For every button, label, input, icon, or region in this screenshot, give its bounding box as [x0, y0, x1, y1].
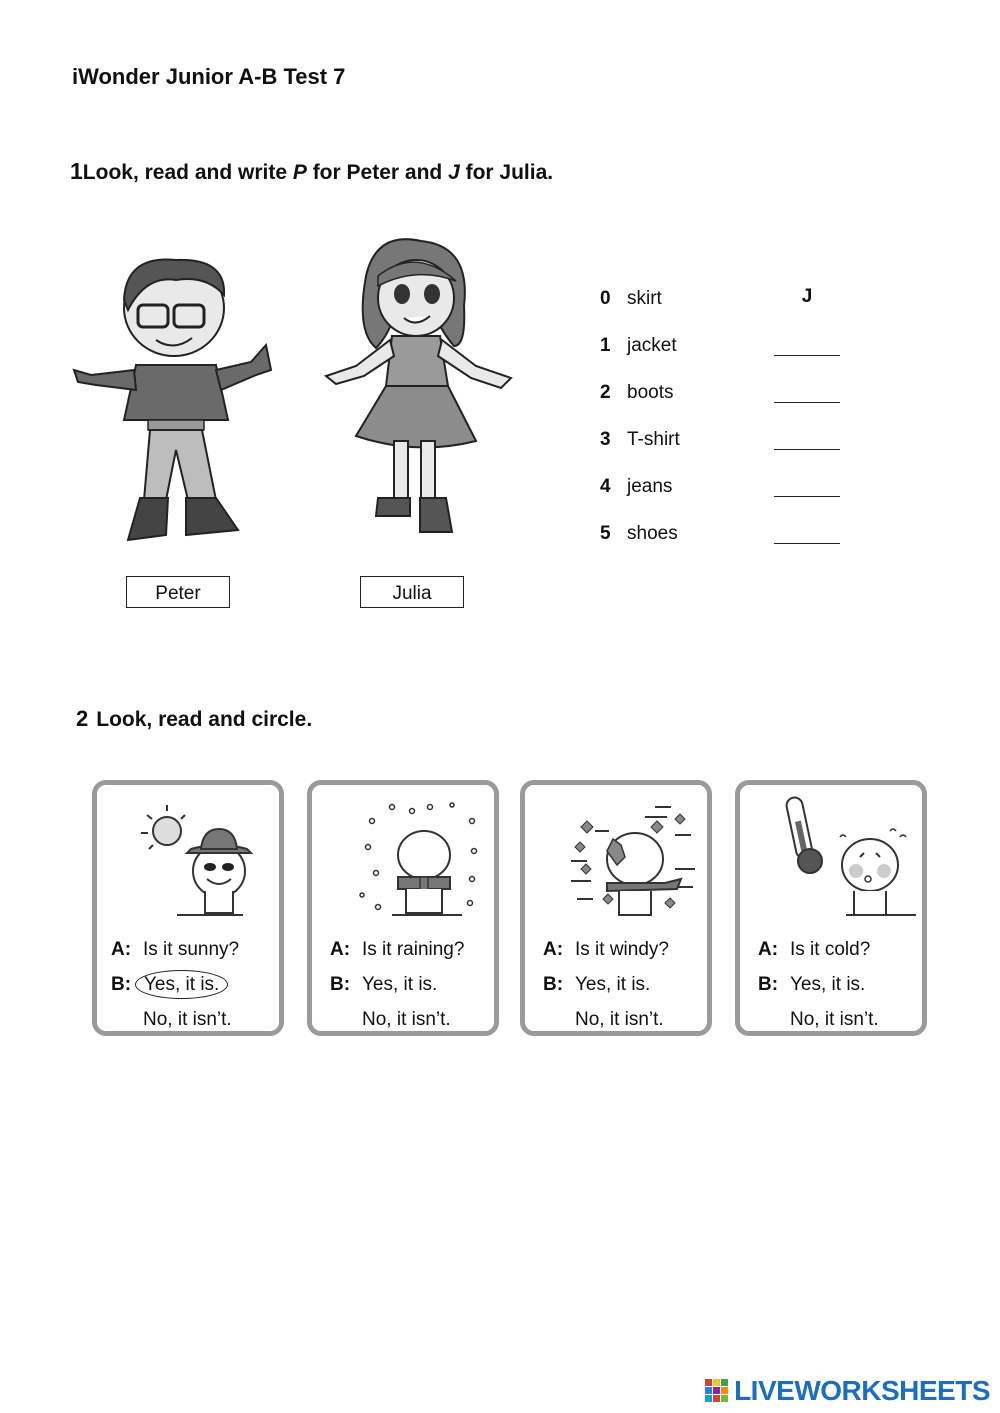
item-number: 3	[600, 429, 611, 450]
letter-j: J	[448, 161, 460, 184]
item-number: 2	[600, 382, 611, 403]
label-b: B:	[111, 974, 132, 995]
answer-option-no[interactable]: No, it isn’t.	[143, 1009, 232, 1030]
name-label-peter: Peter	[126, 576, 230, 608]
answer-row-no	[111, 1009, 281, 1035]
liveworksheets-grid-icon	[704, 1378, 730, 1404]
list-item	[600, 382, 860, 412]
weather-card-windy	[520, 780, 712, 1036]
question-row	[543, 939, 713, 965]
list-item	[600, 429, 860, 459]
answer-row-yes	[330, 974, 500, 1000]
list-item	[600, 335, 860, 365]
label-a: A:	[330, 939, 351, 960]
answer-field[interactable]	[774, 521, 840, 544]
answer-field[interactable]	[774, 333, 840, 356]
name-label-julia: Julia	[360, 576, 464, 608]
item-number: 4	[600, 476, 611, 497]
item-number: 0	[600, 288, 611, 309]
instruction-text: for Peter and	[306, 161, 449, 184]
answer-option-no[interactable]: No, it isn’t.	[362, 1009, 451, 1030]
exercise-1-heading	[70, 158, 553, 185]
weather-card-raining	[307, 780, 499, 1036]
item-word: jeans	[627, 476, 673, 497]
instruction-text: Look, read and write	[82, 161, 293, 184]
list-item	[600, 523, 860, 553]
item-number: 5	[600, 523, 611, 544]
wind-leaves-icon	[525, 791, 707, 921]
question-text: Is it raining?	[362, 939, 465, 960]
answer-example: J	[801, 286, 813, 307]
answer-option-yes[interactable]: Yes, it is.	[790, 974, 866, 995]
answer-row-yes	[111, 974, 281, 1000]
label-a: A:	[758, 939, 779, 960]
instruction-text: for Julia.	[459, 161, 554, 184]
page-title: iWonder Junior A-B Test 7	[72, 64, 346, 89]
answer-field[interactable]	[774, 474, 840, 497]
liveworksheets-logo	[704, 1375, 990, 1407]
item-word: shoes	[627, 523, 678, 544]
answer-row-no	[330, 1009, 500, 1035]
sun-hat-icon	[97, 791, 279, 921]
answer-row-no	[543, 1009, 713, 1035]
answer-option-no[interactable]: No, it isn’t.	[575, 1009, 664, 1030]
brand-name: LIVEWORKSHEETS	[734, 1375, 990, 1406]
exercise-number: 1	[70, 158, 83, 184]
list-item	[600, 288, 860, 318]
letter-p: P	[292, 161, 307, 184]
item-number: 1	[600, 335, 611, 356]
item-word: T-shirt	[627, 429, 680, 450]
label-a: A:	[543, 939, 564, 960]
answer-row-no	[758, 1009, 928, 1035]
question-row	[330, 939, 500, 965]
weather-card-cold	[735, 780, 927, 1036]
exercise-2-heading	[76, 706, 312, 732]
label-b: B:	[543, 974, 564, 995]
answer-field[interactable]	[774, 427, 840, 450]
julia-illustration	[316, 236, 526, 536]
question-row	[758, 939, 928, 965]
item-word: boots	[627, 382, 674, 403]
instruction-text: Look, read and circle.	[96, 708, 313, 731]
question-text: Is it windy?	[575, 939, 669, 960]
label-a: A:	[111, 939, 132, 960]
answer-field[interactable]	[774, 380, 840, 403]
list-item	[600, 476, 860, 506]
label-b: B:	[758, 974, 779, 995]
exercise-number: 2	[76, 706, 89, 731]
rain-drops-icon	[312, 791, 494, 921]
answer-row-yes	[758, 974, 928, 1000]
answer-option-yes-circled[interactable]: Yes, it is.	[135, 970, 228, 999]
label-b: B:	[330, 974, 351, 995]
answer-option-yes[interactable]: Yes, it is.	[362, 974, 438, 995]
question-text: Is it cold?	[790, 939, 871, 960]
question-row	[111, 939, 281, 965]
answer-option-yes[interactable]: Yes, it is.	[575, 974, 651, 995]
thermometer-icon	[740, 791, 922, 921]
item-word: jacket	[627, 335, 677, 356]
answer-row-yes	[543, 974, 713, 1000]
item-word: skirt	[627, 288, 662, 309]
weather-card-sunny	[92, 780, 284, 1036]
peter-illustration	[66, 250, 276, 550]
question-text: Is it sunny?	[143, 939, 240, 960]
answer-option-no[interactable]: No, it isn’t.	[790, 1009, 879, 1030]
